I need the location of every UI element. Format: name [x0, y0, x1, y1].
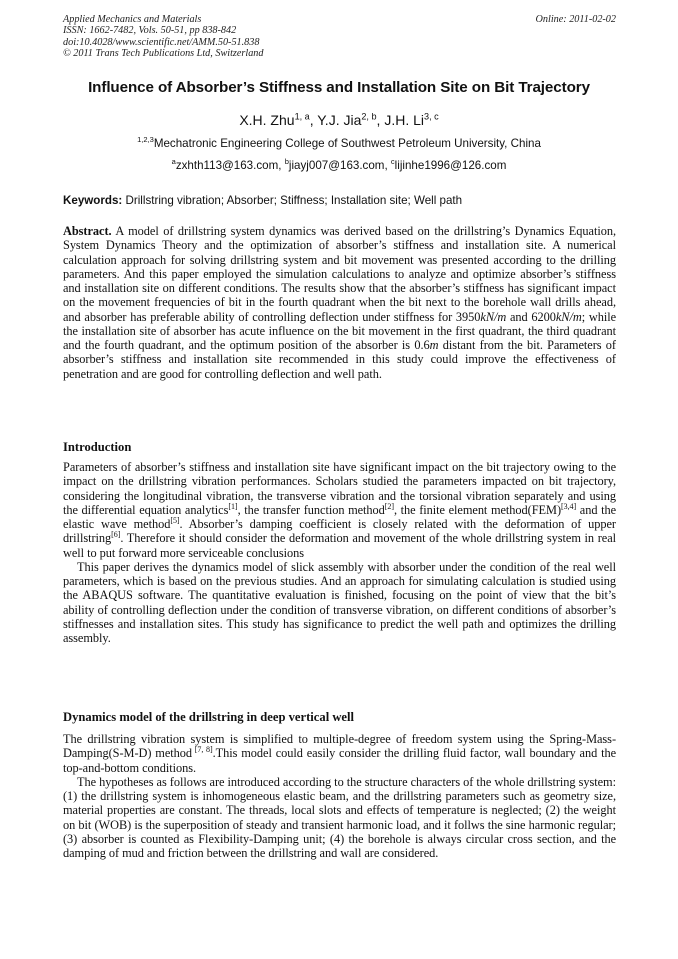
keywords	[63, 194, 623, 207]
abstract-label: Abstract.	[63, 224, 112, 238]
email-address: lijinhe1996@126.com	[394, 159, 507, 172]
body-text: . Therefore it should consider the deformation and movement of the whole drillstring system in real well to put forward more serviceable conclusions	[63, 531, 616, 560]
dynamics-paragraph: The hypotheses as follows are introduced according to the structure characters of the whole drillstring system: (1) the drillstring system is inhomogeneous elastic beam, and the drillstring parameters such as geometry size, material properties are constant. The threads, local slots and effects of temperature is neglected; (2) the weight on bit (WOB) is the superposition of steady and transient harmonic load, and it follws the sine harmonic regular; (3) absorber is counted as Flexibility-Damping unit; (4) the borehole is always circular cross section, and the damping of mud and friction between the drillstring and wall are considered.	[63, 774, 616, 860]
body-text: . Absorber’s damping coefficient is closely related with the deformation of upper drillstring	[63, 517, 616, 546]
citation: [6]	[111, 530, 121, 540]
author-separator: ,	[309, 112, 318, 128]
unit: kN/m	[555, 309, 582, 324]
email-superscript: c	[390, 157, 395, 167]
keywords-text: Drillstring vibration; Absorber; Stiffness; Installation site; Well path	[122, 194, 463, 207]
issn-line: ISSN: 1662-7482, Vols. 50-51, pp 838-842	[63, 25, 237, 37]
journal-header	[63, 14, 616, 60]
author-superscript: 1, a	[294, 111, 310, 122]
abstract-paragraph	[63, 224, 616, 381]
abstract-text: distant from the bit. Parameters of absorber’s stiffness and installation site recommended in this study could improve the effectiveness of penetration and are good for controlling deflection and well path.	[63, 338, 616, 381]
citation: [7, 8]	[192, 745, 213, 755]
abstract-text: A model of drillstring system dynamics was derived based on the drillstring’s Dynamics Equation, System Dynamics Theory and the optimization of absorber’s stiffness and installation site. A numerical calculation approach for solving drillstring system and bit movement was presented according to the drilling parameters. And this paper employed the simulation calculations to analyze and optimize absorber’s stiffness and installation site on different conditions. The results show that the absorber’s stiffness has significant impact on the movement frequencies of bit in the fourth quadrant when the bit next to the borehole wall drills ahead, and absorber has preferable ability of controlling deflection under stiffness for 3950	[63, 224, 616, 324]
citation: [3,4]	[561, 501, 577, 511]
body-text: , the transfer function method	[237, 502, 385, 517]
section-heading-introduction: Introduction	[63, 440, 132, 454]
affiliation	[40, 137, 638, 150]
author-name: Y.J. Jia	[317, 112, 362, 128]
affiliation-superscript: 1,2,3	[137, 135, 154, 145]
dynamics-section	[63, 732, 616, 860]
author-name: J.H. Li	[384, 112, 425, 128]
introduction-section	[63, 460, 616, 645]
abstract-text: and 6200	[506, 309, 556, 324]
copyright-line: © 2011 Trans Tech Publications Ltd, Switzerland	[63, 48, 264, 60]
citation: [5]	[170, 515, 180, 525]
body-text: and the elastic wave method	[63, 502, 616, 531]
abstract-text: ; while the installation site of absorber has acute influence on the bit movement in the first quadrant, the third quadrant and the fourth quadrant, and the optimum position of the absorber is 0.6	[63, 309, 617, 352]
unit: m	[429, 338, 439, 352]
email-superscript: a	[171, 157, 176, 167]
body-text: , the finite element method(FEM)	[394, 502, 562, 517]
author-separator: ,	[376, 112, 385, 128]
citation: [1]	[228, 501, 238, 511]
email-address: zxhth113@163.com,	[175, 159, 285, 172]
email-address: jiayj007@163.com,	[288, 159, 391, 172]
unit: kN/m	[480, 309, 507, 324]
body-text: .This model could easily consider the drilling fluid factor, wall boundary and the top-and-bottom conditions.	[63, 746, 616, 775]
journal-name: Applied Mechanics and Materials	[63, 14, 202, 25]
introduction-paragraph: This paper derives the dynamics model of slick assembly with absorber under the condition of the real well parameters, which is based on the previous studies. And an approach for simulating calculation is studied using the ABAQUS software. The quantitative evaluation is finished, focusing on the point of view that the bit’s ability of controlling deflection under the condition of transverse vibration, on different conditions of absorber’s stiffnesses and installation sites. This study has significance to predict the well path and optimizes the drilling assembly.	[63, 559, 616, 645]
email-list	[40, 159, 638, 172]
affiliation-text: Mechatronic Engineering College of Southwest Petroleum University, China	[153, 137, 541, 150]
author-list	[40, 112, 638, 128]
introduction-paragraph	[63, 460, 616, 560]
section-heading-dynamics: Dynamics model of the drillstring in deep vertical well	[63, 710, 355, 724]
body-text: The drillstring vibration system is simplified to multiple-degree of freedom system using the Spring-Mass-Damping(S-M-D) method	[63, 732, 616, 761]
author-superscript: 2, b	[361, 111, 377, 122]
citation: [2]	[384, 501, 394, 511]
author-name: X.H. Zhu	[239, 112, 295, 128]
email-superscript: b	[284, 157, 289, 167]
body-text: Parameters of absorber’s stiffness and installation site have significant impact on the bit trajectory owing to the impact on the drillstring vibration performances. Scholars studied the parameters impacted on bit trajectory, considering the longitudinal vibration, the transverse vibration and the torsional vibration separately and using the differential equation analytics	[63, 460, 616, 517]
paper-title: Influence of Absorber’s Stiffness and Installation Site on Bit Trajectory	[88, 79, 590, 96]
author-superscript: 3, c	[424, 111, 439, 122]
online-date: Online: 2011-02-02	[535, 14, 616, 25]
doi-line: doi:10.4028/www.scientific.net/AMM.50-51.838	[63, 36, 260, 48]
keywords-label: Keywords:	[63, 194, 123, 207]
abstract	[63, 224, 616, 381]
dynamics-paragraph	[63, 732, 616, 775]
